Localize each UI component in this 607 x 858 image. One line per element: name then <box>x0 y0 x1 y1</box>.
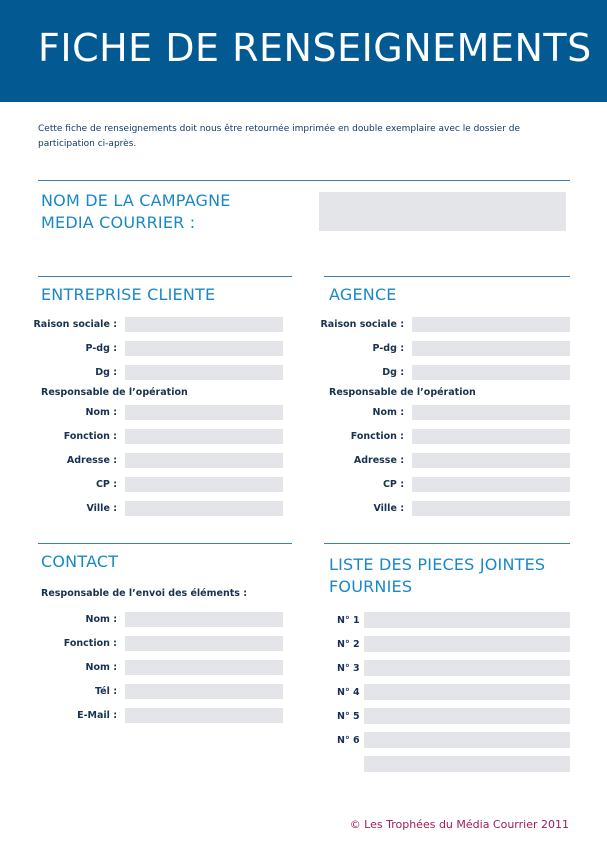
piece-6-input[interactable] <box>364 732 570 748</box>
contact-label-nom: Nom : <box>85 614 117 625</box>
client-label-ville: Ville : <box>86 503 117 514</box>
client-pdg-input[interactable] <box>125 341 283 356</box>
client-label-nom: Nom : <box>85 407 117 418</box>
contact-label-tel: Tél : <box>94 686 117 697</box>
divider <box>38 276 292 277</box>
client-fonction-input[interactable] <box>125 429 283 444</box>
campaign-title <box>41 190 231 234</box>
agency-label-dg: Dg : <box>382 367 404 378</box>
agency-section-title: AGENCE <box>329 285 397 304</box>
contact-label-nom-2: Nom : <box>85 662 117 673</box>
divider <box>38 543 292 544</box>
agency-nom-input[interactable] <box>412 405 570 420</box>
client-ville-input[interactable] <box>125 501 283 516</box>
piece-4-input[interactable] <box>364 684 570 700</box>
campaign-title-line2: MEDIA COURRIER : <box>41 213 196 232</box>
client-cp-input[interactable] <box>125 477 283 492</box>
client-raison-sociale-input[interactable] <box>125 317 283 332</box>
agency-cp-input[interactable] <box>412 477 570 492</box>
pieces-title-line1: LISTE DES PIECES JOINTES <box>329 555 546 574</box>
divider <box>324 276 570 277</box>
agency-raison-sociale-input[interactable] <box>412 317 570 332</box>
contact-nom-2-input[interactable] <box>125 660 283 675</box>
campaign-name-input[interactable] <box>319 192 566 231</box>
agency-label-pdg: P-dg : <box>372 343 404 354</box>
pieces-title-line2: FOURNIES <box>329 577 413 596</box>
piece-label-4: N° 4 <box>337 687 360 698</box>
client-label-adresse: Adresse : <box>66 455 117 466</box>
agency-fonction-input[interactable] <box>412 429 570 444</box>
client-label-raison-sociale: Raison sociale : <box>33 319 117 330</box>
client-label-dg: Dg : <box>95 367 117 378</box>
agency-label-ville: Ville : <box>373 503 404 514</box>
client-section-title: ENTREPRISE CLIENTE <box>41 285 216 304</box>
contact-label-fonction: Fonction : <box>63 638 117 649</box>
page-title: FICHE DE RENSEIGNEMENTS <box>38 26 592 70</box>
client-responsable-label: Responsable de l’opération <box>41 387 188 398</box>
contact-responsable-label: Responsable de l’envoi des éléments : <box>41 588 248 599</box>
divider <box>38 180 570 181</box>
piece-1-input[interactable] <box>364 612 570 628</box>
agency-dg-input[interactable] <box>412 365 570 380</box>
piece-label-6: N° 6 <box>337 735 360 746</box>
agency-responsable-label: Responsable de l’opération <box>329 387 476 398</box>
contact-tel-input[interactable] <box>125 684 283 699</box>
campaign-title-line1: NOM DE LA CAMPAGNE <box>41 191 231 210</box>
client-adresse-input[interactable] <box>125 453 283 468</box>
client-dg-input[interactable] <box>125 365 283 380</box>
agency-label-fonction: Fonction : <box>350 431 404 442</box>
piece-label-5: N° 5 <box>337 711 360 722</box>
piece-label-2: N° 2 <box>337 639 360 650</box>
agency-adresse-input[interactable] <box>412 453 570 468</box>
copyright-footer: © Les Trophées du Média Courrier 2011 <box>349 818 569 831</box>
client-nom-input[interactable] <box>125 405 283 420</box>
agency-pdg-input[interactable] <box>412 341 570 356</box>
piece-label-1: N° 1 <box>337 615 360 626</box>
contact-email-input[interactable] <box>125 708 283 723</box>
piece-extra-input[interactable] <box>364 756 570 772</box>
piece-5-input[interactable] <box>364 708 570 724</box>
contact-fonction-input[interactable] <box>125 636 283 651</box>
agency-label-raison-sociale: Raison sociale : <box>320 319 404 330</box>
client-label-fonction: Fonction : <box>63 431 117 442</box>
piece-2-input[interactable] <box>364 636 570 652</box>
divider <box>324 543 570 544</box>
client-label-pdg: P-dg : <box>85 343 117 354</box>
piece-label-3: N° 3 <box>337 663 360 674</box>
contact-label-email: E-Mail : <box>77 710 117 721</box>
piece-3-input[interactable] <box>364 660 570 676</box>
header-banner <box>0 0 607 102</box>
pieces-section-title <box>329 554 545 598</box>
intro-text: Cette fiche de renseignements doit nous être retournée imprimée en double exemplaire avec le dossier de participation ci-après. <box>38 124 521 149</box>
agency-label-nom: Nom : <box>372 407 404 418</box>
agency-label-cp: CP : <box>382 479 404 490</box>
agency-ville-input[interactable] <box>412 501 570 516</box>
contact-section-title: CONTACT <box>41 552 119 571</box>
client-label-cp: CP : <box>95 479 117 490</box>
contact-nom-input[interactable] <box>125 612 283 627</box>
agency-label-adresse: Adresse : <box>353 455 404 466</box>
